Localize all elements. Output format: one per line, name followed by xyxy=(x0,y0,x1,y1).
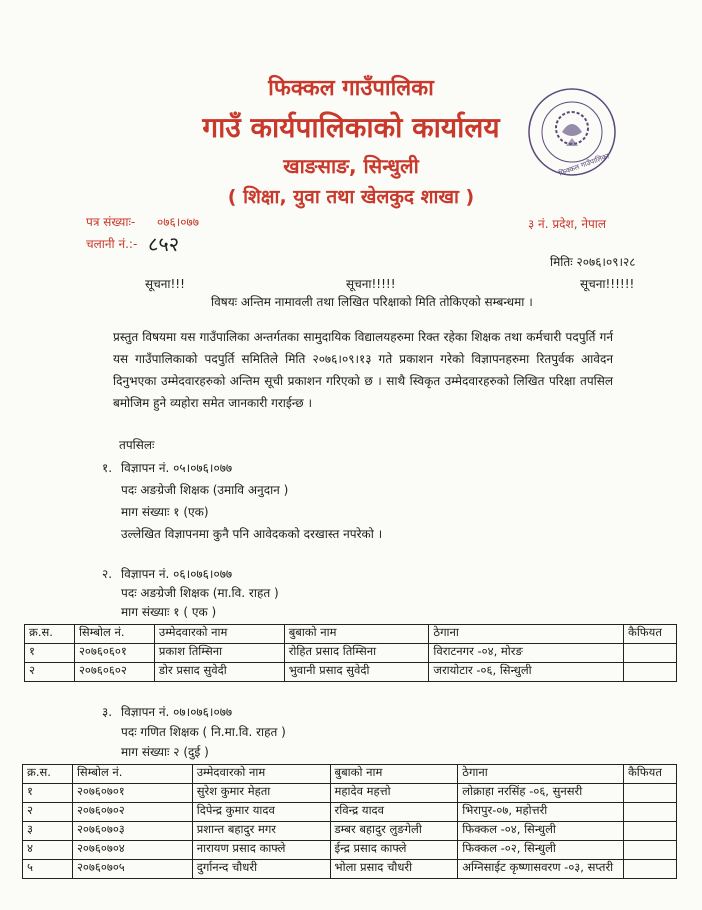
section3-ad: विज्ञापन नं. ०७।०७६।०७७ xyxy=(121,705,233,719)
patra-label: पत्र संख्याः- xyxy=(86,215,136,229)
table-cell xyxy=(623,841,676,860)
tapasil-label: तपसिलः xyxy=(119,438,155,452)
table-row xyxy=(25,644,677,663)
col-sn: क्र.स. xyxy=(25,625,75,644)
section3-number: ३. xyxy=(102,705,113,719)
table-cell: ५ xyxy=(23,860,73,879)
col-name: उम्मेदवारको नाम xyxy=(192,765,330,784)
chalani-label: चलानी नं.:- xyxy=(86,237,138,251)
table-cell: विराटनगर -०४, मोरङ xyxy=(429,644,624,663)
section3-demand: माग संख्याः २ (दुई ) xyxy=(121,745,209,759)
col-address: ठेगाना xyxy=(429,625,624,644)
table-cell: ४ xyxy=(23,841,73,860)
table-cell: प्रकाश तिम्सिना xyxy=(154,644,284,663)
section2-ad: विज्ञापन नं. ०६।०७६।०७७ xyxy=(121,567,233,581)
table-row xyxy=(25,663,677,682)
candidates-table-2 xyxy=(22,764,677,879)
table-cell: अग्निसाईट कृष्णासवरण -०३, सप्तरी xyxy=(458,860,624,879)
table-cell: फिक्कल -०४, सिन्धुली xyxy=(458,822,624,841)
col-remarks: कैफियत xyxy=(624,625,677,644)
section1-ad: विज्ञापन नं. ०५।०७६।०७७ xyxy=(121,461,233,475)
table-cell xyxy=(623,860,676,879)
section1-number: १. xyxy=(102,461,113,475)
table-2-body xyxy=(23,784,677,879)
office-address: खाङसाङ, सिन्धुली xyxy=(283,154,419,178)
table-row xyxy=(23,784,677,803)
table-cell: डम्बर बहादुर लुङगेली xyxy=(330,822,458,841)
table-cell xyxy=(624,663,677,682)
table-cell: २०७६०७०१ xyxy=(72,784,192,803)
col-symbol: सिम्बोल नं. xyxy=(74,625,154,644)
table-cell: रोहित प्रसाद तिम्सिना xyxy=(284,644,429,663)
table-cell: नारायण प्रसाद काफ्ले xyxy=(192,841,330,860)
table-header-row xyxy=(25,625,677,644)
table-cell: सुरेश कुमार मेहता xyxy=(192,784,330,803)
section1-demand: माग संख्याः १ (एक) xyxy=(121,505,209,519)
section1-post: पदः अङग्रेजी शिक्षक (उमावि अनुदान ) xyxy=(121,483,289,497)
patra-value: ०७६।०७७ xyxy=(157,215,199,229)
table-cell xyxy=(624,644,677,663)
col-address: ठेगाना xyxy=(458,765,624,784)
table-cell: २०७६०७०४ xyxy=(72,841,192,860)
table-cell: १ xyxy=(25,644,75,663)
body-paragraph: प्रस्तुत विषयमा यस गाउँपालिका अन्तर्गतका सामुदायिक विद्यालयहरुमा रिक्त रहेका शिक्षक तथा कर्मचारी पदपुर्ति गर्न यस गाउँपालिकाको पदपुर्ति समितिले मिति २०७६।०९।१३ गते प्रकाशन गरेको विज्ञापनहरुमा रितपुर्वक आवेदन दिनुभएका उम्मेदवारहरुको अन्तिम सूची प्रकाशन गरिएको छ । साथै स्विकृत उम्मेदवारहरुको लिखित परिक्षा तपसिल बमोजिम हुने व्यहोरा समेत जानकारी गराईन्छ । xyxy=(113,330,613,410)
notice-2: सूचना!!!!! xyxy=(346,277,396,291)
table-cell: १ xyxy=(23,784,73,803)
svg-text:फिक्कल गाउँपालिका: फिक्कल गाउँपालिका xyxy=(557,152,611,178)
table-cell: डोर प्रसाद सुवेदी xyxy=(154,663,284,682)
table-cell: ईन्द्र प्रसाद काफ्ले xyxy=(330,841,458,860)
table-cell: भिरापुर-०७, महोत्तरी xyxy=(458,803,624,822)
table-cell: प्रशान्त बहादुर मगर xyxy=(192,822,330,841)
table-cell: भुवानी प्रसाद सुवेदी xyxy=(284,663,429,682)
table-row xyxy=(23,803,677,822)
table-cell: रविन्द्र यादव xyxy=(330,803,458,822)
table-row xyxy=(23,860,677,879)
date: मितिः २०७६।०९।२८ xyxy=(550,255,636,269)
table-cell: जरायोटार -०६, सिन्धुली xyxy=(429,663,624,682)
col-symbol: सिम्बोल नं. xyxy=(72,765,192,784)
col-name: उम्मेदवारको नाम xyxy=(154,625,284,644)
subject: विषयः अन्तिम नामावली तथा लिखित परिक्षाको मिति तोकिएको सम्बन्धमा । xyxy=(211,295,533,309)
table-cell xyxy=(623,784,676,803)
office-name-line2: गाउँ कार्यपालिकाको कार्यालय xyxy=(202,111,500,144)
table-cell: लोक्राहा नरसिंह -०६, सुनसरी xyxy=(458,784,624,803)
table-cell: महादेव महत्तो xyxy=(330,784,458,803)
section1-note: उल्लेखित विज्ञापनमा कुनै पनि आवेदकको दरखास्त नपरेको । xyxy=(121,527,383,541)
table-cell: भोला प्रसाद चौधरी xyxy=(330,860,458,879)
table-cell: दिपेन्द्र कुमार यादव xyxy=(192,803,330,822)
table-row xyxy=(23,822,677,841)
notice-1: सूचना!!! xyxy=(145,277,185,291)
table-cell: २ xyxy=(25,663,75,682)
table-cell: २०७६०६०१ xyxy=(74,644,154,663)
table-cell: २०७६०७०२ xyxy=(72,803,192,822)
section3-post: पदः गणित शिक्षक ( नि.मा.वि. राहत ) xyxy=(121,725,286,739)
office-seal xyxy=(526,86,618,178)
table-cell: ३ xyxy=(23,822,73,841)
notice-3: सूचना!!!!!! xyxy=(580,277,635,291)
col-father: बुबाको नाम xyxy=(284,625,429,644)
table-cell: २०७६०७०५ xyxy=(72,860,192,879)
candidates-table-1 xyxy=(24,624,677,682)
table-cell xyxy=(623,822,676,841)
table-row xyxy=(23,841,677,860)
col-father: बुबाको नाम xyxy=(330,765,458,784)
section2-post: पदः अङग्रेजी शिक्षक (मा.वि. राहत ) xyxy=(121,586,279,600)
table-cell: २०७६०६०२ xyxy=(74,663,154,682)
chalani-value: ८५२ xyxy=(148,232,180,256)
section2-demand: माग संख्याः १ ( एक ) xyxy=(121,605,217,619)
col-sn: क्र.स. xyxy=(23,765,73,784)
table-1-body xyxy=(25,644,677,682)
table-header-row xyxy=(23,765,677,784)
table-cell: २ xyxy=(23,803,73,822)
section2-number: २. xyxy=(102,567,113,581)
table-cell: फिक्कल -०२, सिन्धुली xyxy=(458,841,624,860)
branch-name: ( शिक्षा, युवा तथा खेलकुद शाखा ) xyxy=(227,186,475,208)
province: ३ नं. प्रदेश, नेपाल xyxy=(528,217,607,231)
office-name-line1: फिक्कल गाउँपालिका xyxy=(268,76,434,101)
table-cell: दुर्गानन्द चौधरी xyxy=(192,860,330,879)
col-remarks: कैफियत xyxy=(623,765,676,784)
table-cell xyxy=(623,803,676,822)
table-cell: २०७६०७०३ xyxy=(72,822,192,841)
